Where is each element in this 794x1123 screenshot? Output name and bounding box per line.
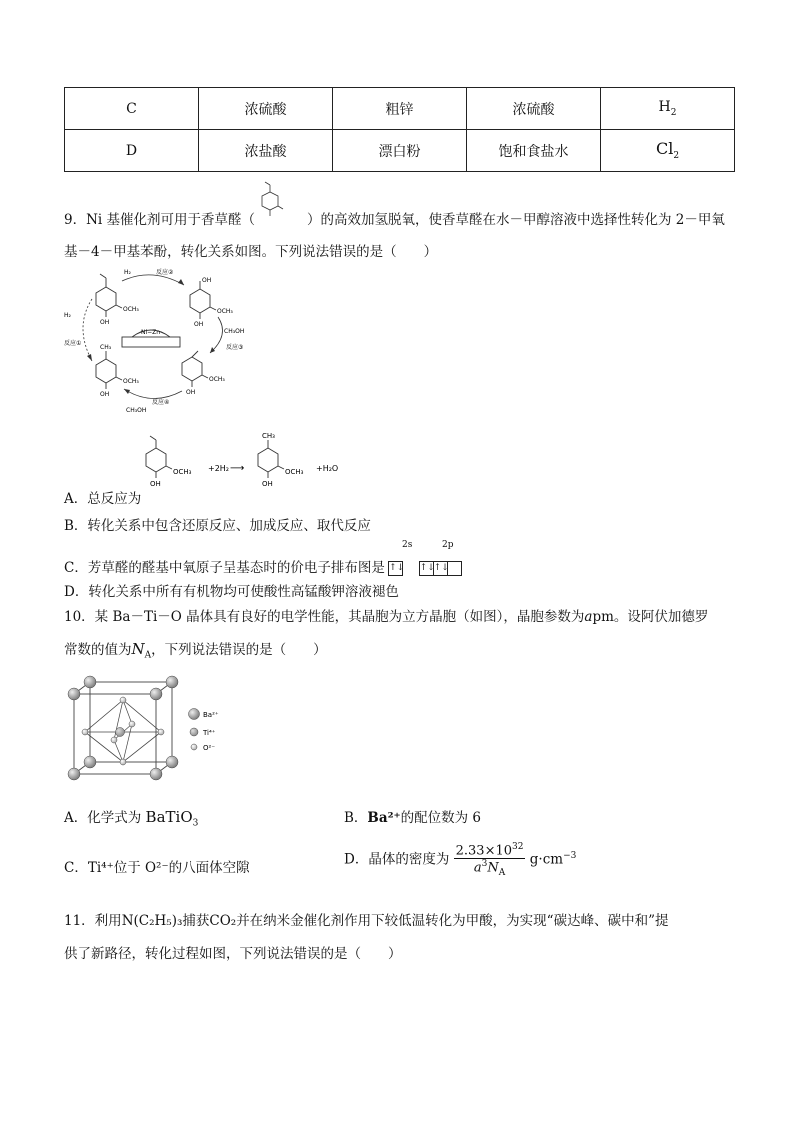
oh-label: OH	[262, 480, 273, 488]
h2-label: H₂	[124, 269, 131, 276]
och3-label: OCH₃	[123, 306, 139, 313]
table-cell	[601, 88, 735, 130]
density-fraction	[454, 842, 526, 878]
q9-option-c	[64, 556, 462, 576]
vanillin-molecule	[96, 274, 139, 326]
ch3-label: CH₃	[100, 344, 112, 351]
orbital-2s-label: 2s	[402, 540, 413, 550]
lattice-param-a: a	[584, 609, 593, 625]
table-row	[65, 130, 735, 172]
gas-formula: H	[658, 99, 671, 116]
table-cell: 浓盐酸	[199, 130, 333, 172]
q9-line1	[64, 208, 725, 228]
co2-formula: CO₂	[209, 913, 237, 929]
table-row	[65, 88, 735, 130]
table-cell: 漂白粉	[333, 130, 467, 172]
q10-option-b-text: B．	[344, 810, 368, 826]
orbital-2p-label: 2p	[442, 540, 454, 550]
formula: BaTiO	[145, 808, 193, 826]
q10-option-d	[344, 842, 576, 878]
methyl-ether-molecule	[182, 351, 225, 396]
ch3-label: CH₃	[262, 432, 275, 440]
q10-option-d-text: D．晶体的密度为	[344, 851, 450, 868]
table-cell: 饱和食盐水	[467, 130, 601, 172]
legend-ti: Ti⁴⁺	[203, 729, 216, 737]
crystal-unit-cell-diagram	[60, 670, 230, 782]
table-cell: 粗锌	[333, 88, 467, 130]
density-a: a	[473, 860, 482, 876]
och3-label: OCH₃	[123, 378, 139, 385]
reaction-4-label: 反应④	[152, 399, 170, 406]
q10-option-a	[64, 806, 198, 829]
density-a-exp: 3	[481, 859, 488, 870]
density-denominator	[454, 859, 526, 878]
q11-text: 捕获	[182, 913, 210, 929]
orbital-2p-box: ↑↓	[433, 561, 448, 576]
formula-subscript: 3	[192, 818, 199, 829]
catalyst-label: Ni−Zn	[141, 329, 161, 336]
table-cell: 浓硫酸	[467, 88, 601, 130]
catalyst-surface	[122, 337, 180, 347]
och3-label: OCH₃	[173, 468, 192, 476]
q9-option-c-text: C．芳草醛的醛基中氧原子呈基态时的价电子排布图是	[64, 560, 385, 576]
q11-line1	[64, 909, 669, 929]
q11-text: 11．利用	[64, 913, 122, 929]
q9-text: ）的高效加氢脱氧，使香草醛在水－甲醇溶液中选择性转化为 2－甲氧	[307, 212, 725, 228]
q10-option-c: C．Ti⁴⁺位于 O²⁻的八面体空隙	[64, 860, 250, 876]
oh-label: OH	[186, 389, 196, 396]
density-unit-exp: −3	[563, 851, 577, 862]
oh-label: OH	[100, 319, 110, 326]
table-cell: C	[65, 88, 199, 130]
reaction-arrow: ⟶	[230, 463, 245, 474]
reaction-2-label: 反应②	[156, 269, 174, 276]
q11-line2: 供了新路径，转化过程如图，下列说法错误的是（ ）	[64, 946, 402, 962]
ion-label: Ba²⁺	[367, 810, 401, 826]
orbital-2p-box: ↑↓	[419, 561, 434, 576]
arrow-reaction-4	[124, 389, 182, 399]
q10-text: pm。设阿伏加德罗	[592, 609, 709, 625]
q10-text: 10．某 Ba－Ti－O 晶体具有良好的电学性能，其晶胞为立方晶胞（如图），晶胞参数为	[64, 609, 585, 625]
avogadro-symbol: N	[131, 640, 145, 658]
q9-line2: 基－4－甲基苯酚，转化关系如图。下列说法错误的是（ ）	[64, 244, 438, 260]
vanillyl-alcohol-molecule	[190, 277, 233, 328]
reagent-formula: N(C₂H₅)₃	[121, 913, 183, 929]
options-table	[64, 87, 735, 172]
ch3oh-label: CH₃OH	[126, 407, 147, 414]
product-molecule	[96, 344, 139, 398]
legend-ba: Ba²⁺	[203, 711, 219, 719]
q10-text: 常数的值为	[64, 642, 132, 658]
oh-label: OH	[100, 391, 110, 398]
ch3oh-label: CH₃OH	[224, 328, 245, 335]
h2-label: H₂	[64, 312, 71, 319]
gas-subscript: 2	[670, 107, 677, 118]
och3-label: OCH₃	[209, 376, 225, 383]
och3-label: OCH₃	[285, 468, 304, 476]
q10-line1	[64, 605, 708, 625]
orbital-2s-box: ↑↓	[388, 561, 403, 576]
orbital-2p-box	[447, 561, 462, 576]
q10-option-a-text: A．化学式为	[64, 810, 142, 826]
q10-text: ，下列说法错误的是（ ）	[151, 642, 327, 658]
oh-label: OH	[202, 277, 212, 284]
density-numerator	[454, 842, 526, 859]
density-num-exp: 32	[512, 842, 524, 852]
q10-option-b	[344, 806, 481, 826]
q9-option-d: D．转化关系中所有有机物均可使酸性高锰酸钾溶液褪色	[64, 584, 399, 600]
arrow-reaction-2	[122, 275, 184, 285]
q9-option-a: A．总反应为	[64, 491, 142, 507]
table-cell	[601, 130, 735, 172]
oh-label: OH	[150, 480, 161, 488]
q11-text: 并在纳米金催化剂作用下较低温转化为甲酸，为实现“碳达峰、碳中和”提	[236, 913, 669, 929]
reaction-3-label: 反应③	[226, 344, 244, 351]
och3-label: OCH₃	[217, 308, 233, 315]
density-na-sub: A	[498, 868, 506, 879]
q10-option-b-text: 的配位数为 6	[400, 810, 482, 826]
oh-label: OH	[194, 321, 204, 328]
table-cell: 浓硫酸	[199, 88, 333, 130]
gas-subscript: 2	[673, 151, 680, 162]
arrow-reaction-1	[83, 299, 92, 361]
q10-line2	[64, 638, 327, 661]
legend-o: O²⁻	[203, 744, 216, 752]
q9-option-b: B．转化关系中包含还原反应、加成反应、取代反应	[64, 518, 371, 534]
plus-h2o: +H₂O	[316, 464, 339, 473]
vanillin-inline-structure	[250, 180, 286, 224]
q9-text: 9．Ni 基催化剂可用于香草醛（	[64, 212, 256, 228]
density-num-text: 2.33×10	[455, 843, 513, 859]
table-cell: D	[65, 130, 199, 172]
reaction-1-label: 反应①	[64, 340, 82, 347]
gas-formula: Cl	[655, 139, 674, 159]
density-unit: g·cm	[529, 851, 564, 868]
product-molecule	[258, 432, 304, 488]
overall-reaction-equation	[140, 430, 340, 492]
vanillin-molecule	[146, 436, 192, 488]
density-na: N	[487, 860, 499, 876]
reaction-cycle-diagram	[60, 265, 260, 415]
plus-2h2: +2H₂	[208, 464, 230, 473]
avogadro-subscript: A	[144, 650, 152, 661]
